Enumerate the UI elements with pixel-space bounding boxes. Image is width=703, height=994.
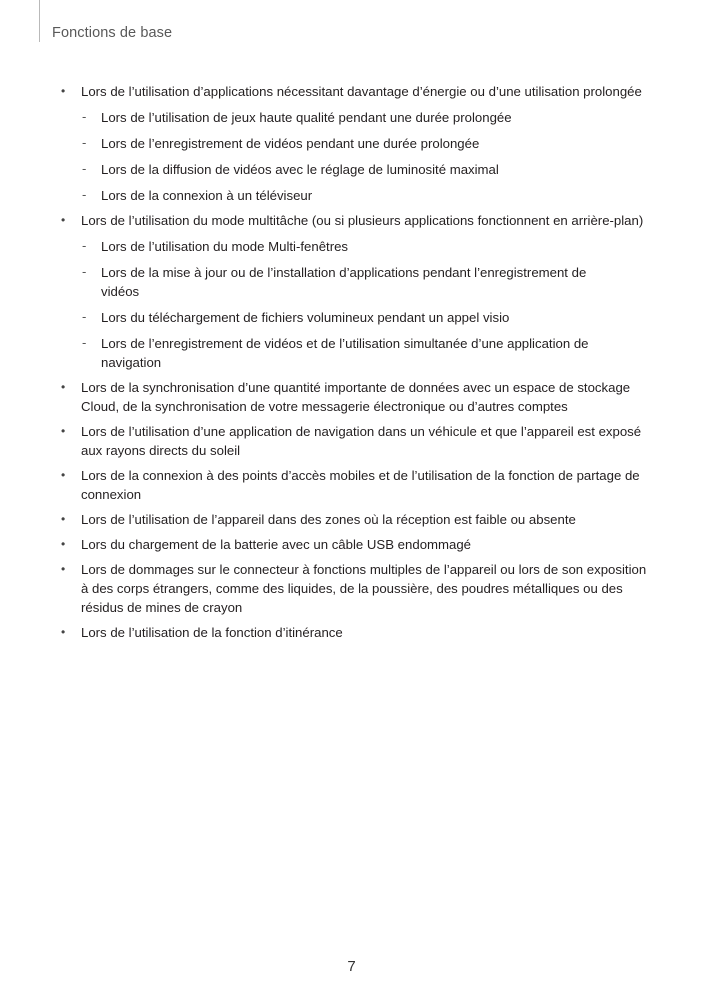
- dash-icon: -: [82, 187, 87, 202]
- list-item: [0, 211, 703, 372]
- dash-icon: -: [82, 335, 87, 350]
- list-item-text: Lors de l’utilisation du mode multitâche (ou si plusieurs applications fonctionnent en arrière-plan): [81, 213, 644, 228]
- sublist-item: [0, 263, 655, 301]
- sublist-item-text: Lors de l’enregistrement de vidéos et de l’utilisation simultanée d’une application de navigation: [101, 336, 589, 370]
- sublist-item-text: Lors de la mise à jour ou de l’installation d’applications pendant l’enregistrement de vidéos: [101, 265, 587, 299]
- list-item: [0, 623, 703, 642]
- list-item: [0, 535, 703, 554]
- bullet-icon: •: [61, 84, 66, 98]
- sublist-item: [0, 334, 655, 372]
- sublist-item: [0, 160, 655, 179]
- list-item-text: Lors de l’utilisation de la fonction d’itinérance: [81, 625, 343, 640]
- sublist: [81, 237, 655, 372]
- sublist-item-text: Lors de la diffusion de vidéos avec le réglage de luminosité maximal: [101, 162, 499, 177]
- list-item-text: Lors de la connexion à des points d’accès mobiles et de l’utilisation de la fonction de partage de connexion: [81, 468, 640, 502]
- bullet-list: [0, 82, 703, 648]
- dash-icon: -: [82, 309, 87, 324]
- sublist: [81, 108, 655, 205]
- list-item-text: Lors de l’utilisation d’une application de navigation dans un véhicule et que l’appareil est exposé aux rayons directs du soleil: [81, 424, 642, 458]
- list-item: [0, 82, 703, 205]
- bullet-icon: •: [61, 380, 66, 394]
- list-item-text: Lors de dommages sur le connecteur à fonctions multiples de l’appareil ou lors de son exposition à des corps étrangers, comme des liquides, de la poussière, des poudres métalliques ou des résidus de mines de crayon: [81, 562, 647, 615]
- list-item-text: Lors de l’utilisation d’applications nécessitant davantage d’énergie ou d’une utilisation prolongée: [81, 84, 642, 99]
- sublist-item: [0, 237, 655, 256]
- list-item: [0, 510, 703, 529]
- list-item: [0, 422, 703, 460]
- header-margin-rule: [39, 0, 40, 42]
- bullet-icon: •: [61, 512, 66, 526]
- bullet-icon: •: [61, 213, 66, 227]
- sublist-item-text: Lors de l’utilisation du mode Multi-fenêtres: [101, 239, 349, 254]
- sublist-item: [0, 308, 655, 327]
- sublist-item-text: Lors du téléchargement de fichiers volumineux pendant un appel visio: [101, 310, 510, 325]
- bullet-icon: •: [61, 424, 66, 438]
- page-number: 7: [347, 958, 356, 975]
- dash-icon: -: [82, 161, 87, 176]
- list-item: [0, 466, 703, 504]
- bullet-icon: •: [61, 537, 66, 551]
- list-item-text: Lors du chargement de la batterie avec un câble USB endommagé: [81, 537, 471, 552]
- dash-icon: -: [82, 238, 87, 253]
- list-item-text: Lors de la synchronisation d’une quantité importante de données avec un espace de stockage Cloud, de la synchronisation de votre messagerie électronique ou d’autres comptes: [81, 380, 631, 414]
- list-item-text: Lors de l’utilisation de l’appareil dans des zones où la réception est faible ou absente: [81, 512, 576, 527]
- dash-icon: -: [82, 135, 87, 150]
- section-title: Fonctions de base: [52, 25, 173, 41]
- bullet-icon: •: [61, 625, 66, 639]
- dash-icon: -: [82, 264, 87, 279]
- bullet-icon: •: [61, 562, 66, 576]
- sublist-item: [0, 134, 655, 153]
- sublist-item-text: Lors de l’utilisation de jeux haute qualité pendant une durée prolongée: [101, 110, 512, 125]
- sublist-item-text: Lors de l’enregistrement de vidéos pendant une durée prolongée: [101, 136, 480, 151]
- list-item: [0, 378, 703, 416]
- sublist-item-text: Lors de la connexion à un téléviseur: [101, 188, 313, 203]
- sublist-item: [0, 108, 655, 127]
- dash-icon: -: [82, 109, 87, 124]
- list-item: [0, 560, 703, 617]
- bullet-icon: •: [61, 468, 66, 482]
- sublist-item: [0, 186, 655, 205]
